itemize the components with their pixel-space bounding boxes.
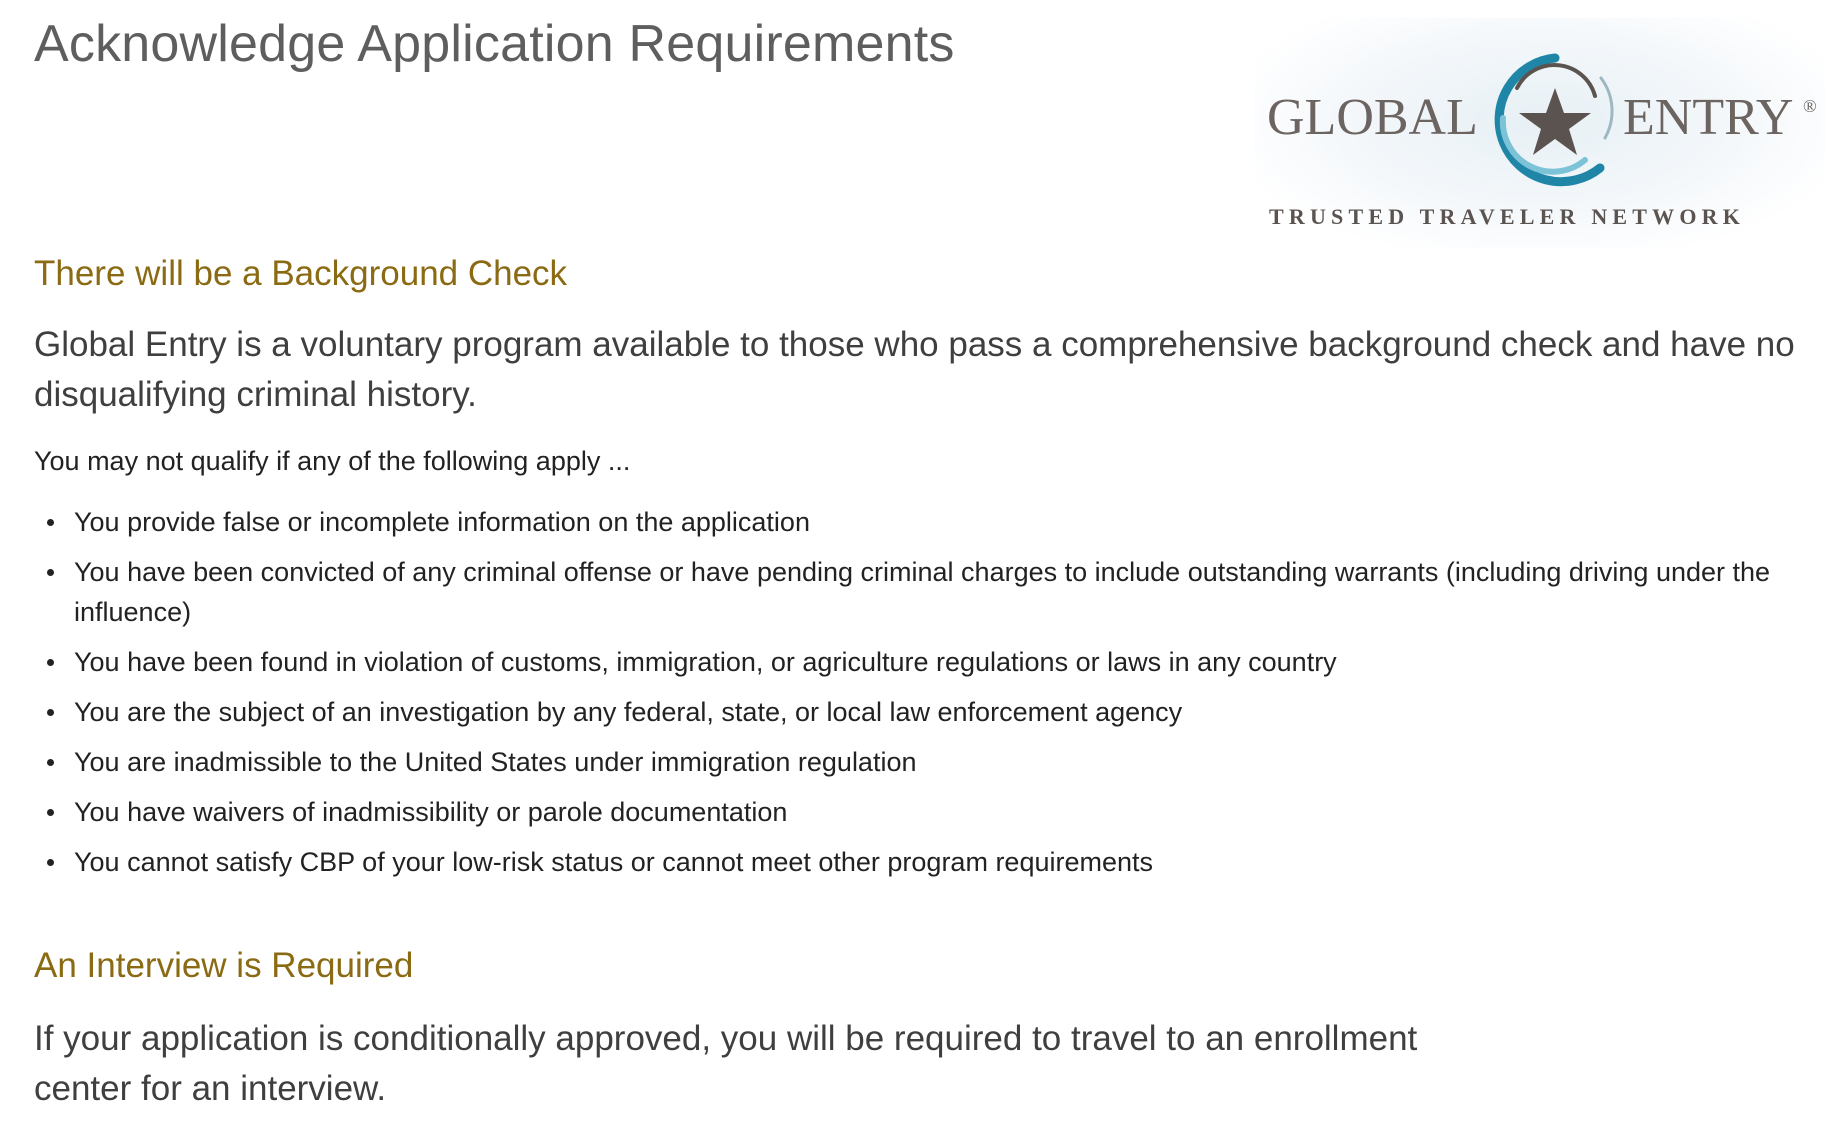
list-item: You have been found in violation of customs, immigration, or agriculture regulations or laws in any country xyxy=(74,642,1814,682)
interview-lead: If your application is conditionally approved, you will be required to travel to an enrollment center for an interview. xyxy=(34,1019,1418,1108)
logo-registered-mark: ® xyxy=(1803,96,1817,116)
list-item: You have waivers of inadmissibility or parole documentation xyxy=(74,792,1814,832)
list-item: You have been convicted of any criminal offense or have pending criminal charges to include outstanding warrants (including driving under the influence) xyxy=(74,552,1814,632)
list-item: You are inadmissible to the United States under immigration regulation xyxy=(74,742,1814,782)
disqualification-list xyxy=(34,502,1814,892)
list-item: You provide false or incomplete information on the application xyxy=(74,502,1814,542)
list-item: You are the subject of an investigation by any federal, state, or local law enforcement agency xyxy=(74,692,1814,732)
page-title: Acknowledge Application Requirements xyxy=(34,15,955,73)
star-icon xyxy=(1519,88,1591,155)
interview-heading: An Interview is Required xyxy=(34,946,414,985)
logo-word-right: ENTRY xyxy=(1623,89,1794,146)
list-item: You cannot satisfy CBP of your low-risk status or cannot meet other program requirements xyxy=(74,842,1814,882)
logo-tagline: TRUSTED TRAVELER NETWORK xyxy=(1269,204,1746,229)
logo-word-left: GLOBAL xyxy=(1267,89,1478,146)
background-check-heading: There will be a Background Check xyxy=(34,254,568,293)
background-check-lead: Global Entry is a voluntary program available to those who pass a comprehensive background check and have no disqualifying criminal history. xyxy=(34,325,1795,414)
global-entry-logo xyxy=(1255,18,1825,248)
disqualification-intro: You may not qualify if any of the following apply ... xyxy=(34,446,631,476)
